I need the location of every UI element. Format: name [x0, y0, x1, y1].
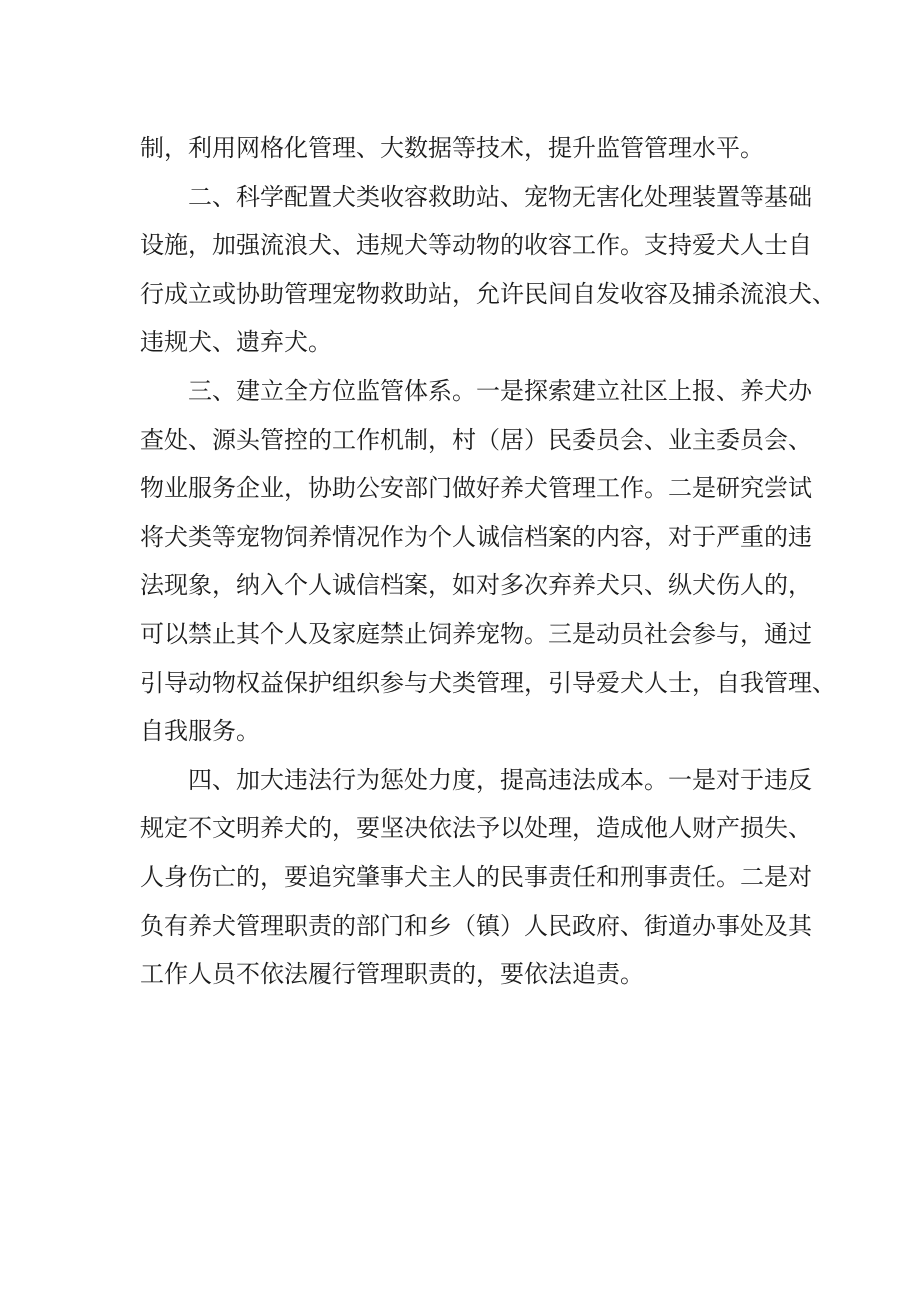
- paragraph-3-line-4: 工作人员不依法履行管理职责的，要依法追责。: [140, 960, 644, 989]
- paragraph-2-line-5: 可以禁止其个人及家庭禁止饲养宠物。三是动员社会参与，通过: [140, 619, 812, 648]
- paragraph-3-line-1: 规定不文明养犬的，要坚决依法予以处理，造成他人财产损失、: [140, 814, 812, 843]
- paragraph-1-line-3: 违规犬、遗弃犬。: [140, 328, 332, 357]
- paragraph-0-line-0: 制，利用网格化管理、大数据等技术，提升监管管理水平。: [140, 134, 764, 162]
- paragraph-2-line-4: 法现象，纳入个人诚信档案，如对多次弃养犬只、纵犬伤人的，: [140, 571, 812, 600]
- paragraph-2-line-0: 三、建立全方位监管体系。一是探索建立社区上报、养犬办: [188, 376, 812, 405]
- paragraph-3-line-0: 四、加大违法行为惩处力度，提高违法成本。一是对于违反: [188, 765, 812, 794]
- paragraph-2-line-3: 将犬类等宠物饲养情况作为个人诚信档案的内容，对于严重的违: [140, 522, 812, 551]
- paragraph-2-line-1: 查处、源头管控的工作机制，村（居）民委员会、业主委员会、: [140, 425, 812, 454]
- paragraph-1-line-2: 行成立或协助管理宠物救助站，允许民间自发收容及捕杀流浪犬、: [140, 279, 836, 308]
- document-body: [140, 124, 836, 999]
- paragraph-3-line-3: 负有养犬管理职责的部门和乡（镇）人民政府、街道办事处及其: [140, 911, 812, 940]
- paragraph-2-line-2: 物业服务企业，协助公安部门做好养犬管理工作。二是研究尝试: [140, 474, 812, 503]
- paragraph-2-line-7: 自我服务。: [140, 717, 260, 746]
- paragraph-3-line-2: 人身伤亡的，要追究肇事犬主人的民事责任和刑事责任。二是对: [140, 862, 812, 891]
- paragraph-2-line-6: 引导动物权益保护组织参与犬类管理，引导爱犬人士，自我管理、: [140, 668, 836, 697]
- paragraph-1-line-0: 二、科学配置犬类收容救助站、宠物无害化处理装置等基础: [188, 182, 812, 211]
- paragraph-1-line-1: 设施，加强流浪犬、违规犬等动物的收容工作。支持爱犬人士自: [140, 231, 812, 260]
